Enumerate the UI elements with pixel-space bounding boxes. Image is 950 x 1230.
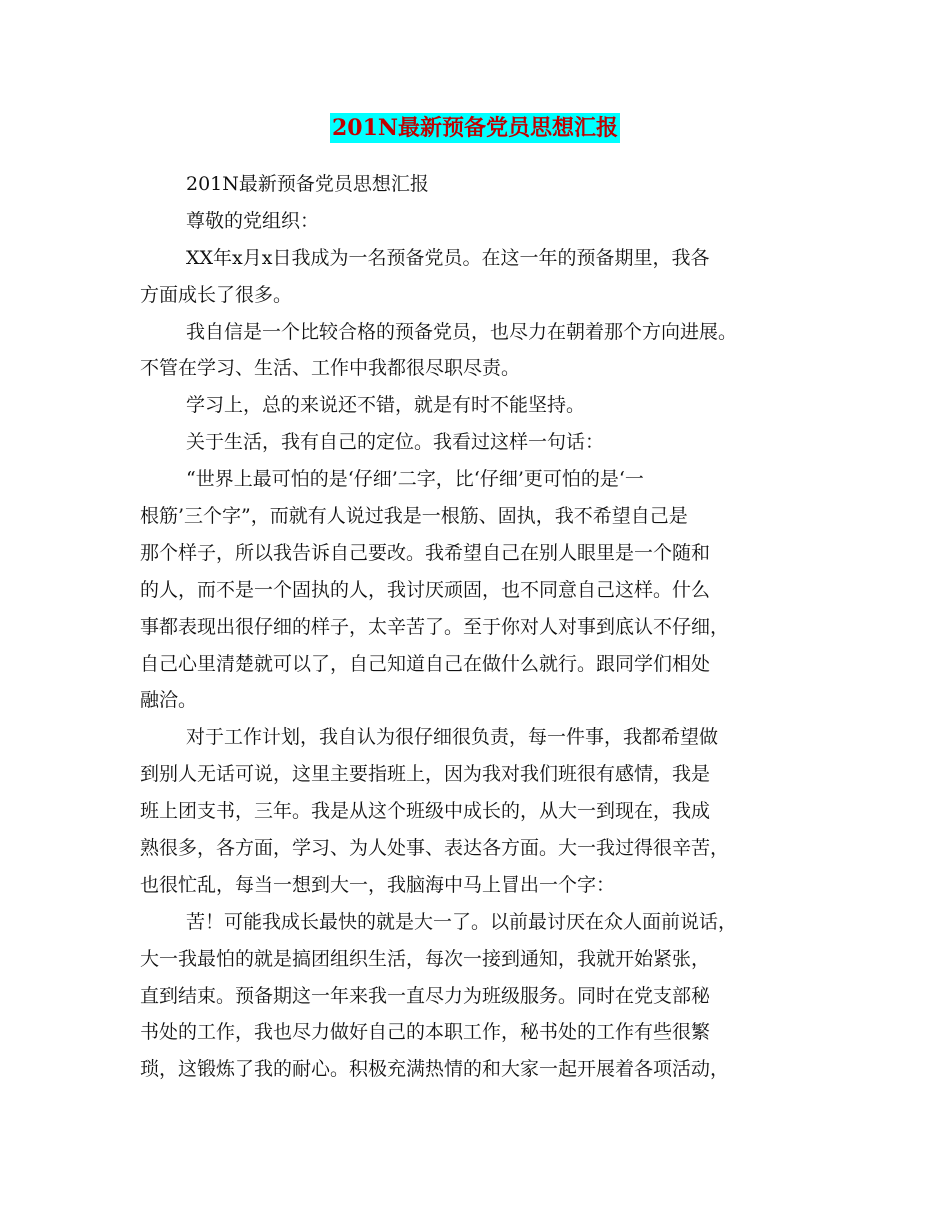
body-line: 我自信是一个比较合格的预备党员，也尽力在朝着那个方向进展。	[186, 320, 738, 343]
body-line: 事都表现出很仔细的样子，太辛苦了。至于你对人对事到底认不仔细，	[140, 615, 730, 638]
body-line: 对于工作计划，我自认为很仔细很负责，每一件事，我都希望做	[186, 726, 719, 749]
body-line: 苦！可能我成长最快的就是大一了。以前最讨厌在众人面前说话，	[186, 910, 738, 933]
body-line: 班上团支书，三年。我是从这个班级中成长的，从大一到现在，我成	[140, 800, 711, 823]
body-line: 学习上，总的来说还不错，就是有时不能坚持。	[186, 394, 586, 417]
body-line: 也很忙乱，每当一想到大一，我脑海中马上冒出一个字：	[140, 873, 616, 896]
body-line: XX年x月x日我成为一名预备党员。在这一年的预备期里，我各	[186, 246, 710, 269]
body-line: 书处的工作，我也尽力做好自己的本职工作，秘书处的工作有些很繁	[140, 1021, 711, 1044]
document-body	[140, 166, 808, 1088]
body-line: 根筋’三个字”，而就有人说过我是一根筋、固执，我不希望自己是	[140, 505, 688, 528]
body-line: 大一我最怕的就是搞团组织生活，每次一接到通知，我就开始紧张，	[140, 947, 711, 970]
body-line: 201N最新预备党员思想汇报	[186, 173, 429, 195]
body-line: 直到结束。预备期这一年来我一直尽力为班级服务。同时在党支部秘	[140, 984, 711, 1007]
body-line: 方面成长了很多。	[140, 283, 293, 306]
body-line: 到别人无话可说，这里主要指班上，因为我对我们班很有感情，我是	[140, 763, 711, 786]
title-container	[0, 113, 950, 143]
body-line: 的人，而不是一个固执的人，我讨厌顽固，也不同意自己这样。什么	[140, 578, 711, 601]
body-line: 自己心里清楚就可以了，自己知道自己在做什么就行。跟同学们相处	[140, 652, 711, 675]
body-line: 熟很多，各方面，学习、为人处事、表达各方面。大一我过得很辛苦，	[140, 837, 730, 860]
body-line: 琐，这锻炼了我的耐心。积极充满热情的和大家一起开展着各项活动，	[140, 1058, 730, 1081]
body-line: “世界上最可怕的是‘仔细’二字，比‘仔细’更可怕的是‘一	[186, 468, 644, 491]
body-line: 尊敬的党组织：	[186, 209, 320, 232]
document-title: 201N最新预备党员思想汇报	[331, 115, 619, 141]
body-line: 不管在学习、生活、工作中我都很尽职尽责。	[140, 357, 521, 380]
body-line: 融洽。	[140, 689, 198, 712]
body-line: 那个样子，所以我告诉自己要改。我希望自己在别人眼里是一个随和	[140, 541, 711, 564]
body-line: 关于生活，我有自己的定位。我看过这样一句话：	[186, 431, 605, 454]
